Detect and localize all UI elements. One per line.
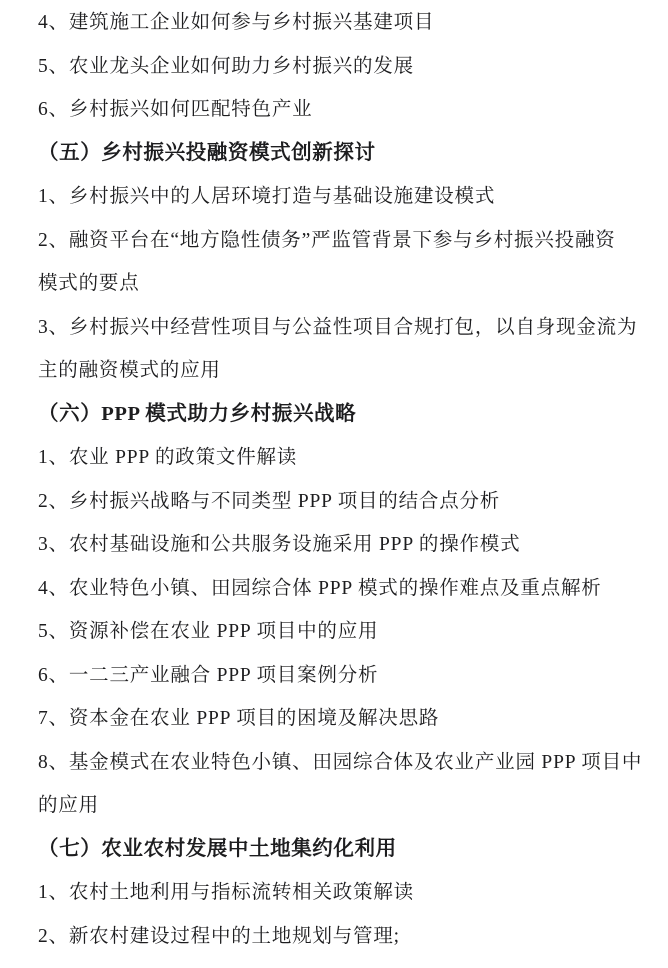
list-item: 3、乡村振兴中经营性项目与公益性项目合规打包，以自身现金流为 — [38, 316, 638, 338]
list-item: 7、资本金在农业 PPP 项目的困境及解决思路 — [38, 708, 440, 729]
list-item: 2、融资平台在“地方隐性债务”严监管背景下参与乡村振兴投融资 — [38, 229, 616, 251]
list-item-continuation: 主的融资模式的应用 — [38, 360, 221, 381]
list-item: 5、农业龙头企业如何助力乡村振兴的发展 — [38, 55, 414, 77]
list-item-continuation: 模式的要点 — [38, 273, 140, 294]
list-item: 6、乡村振兴如何匹配特色产业 — [38, 99, 313, 120]
list-item: 4、建筑施工企业如何参与乡村振兴基建项目 — [38, 12, 435, 33]
list-item: 2、新农村建设过程中的土地规划与管理; — [38, 925, 400, 947]
list-item: 8、基金模式在农业特色小镇、田园综合体及农业产业园 PPP 项目中 — [38, 751, 643, 773]
list-item: 1、农村土地利用与指标流转相关政策解读 — [38, 882, 414, 903]
section-heading-5: （五）乡村振兴投融资模式创新探讨 — [38, 141, 376, 164]
list-item: 6、一二三产业融合 PPP 项目案例分析 — [38, 664, 379, 686]
list-item: 2、乡村振兴战略与不同类型 PPP 项目的结合点分析 — [38, 490, 501, 512]
list-item-continuation: 的应用 — [38, 795, 99, 816]
list-item: 3、农村基础设施和公共服务设施采用 PPP 的操作模式 — [38, 534, 521, 555]
section-heading-6: （六）PPP 模式助力乡村振兴战略 — [38, 402, 357, 425]
list-item: 1、农业 PPP 的政策文件解读 — [38, 447, 298, 468]
list-item: 1、乡村振兴中的人居环境打造与基础设施建设模式 — [38, 186, 496, 207]
list-item: 4、农业特色小镇、田园综合体 PPP 模式的操作难点及重点解析 — [38, 577, 602, 599]
section-heading-7: （七）农业农村发展中土地集约化利用 — [38, 837, 397, 860]
list-item: 5、资源补偿在农业 PPP 项目中的应用 — [38, 621, 379, 642]
